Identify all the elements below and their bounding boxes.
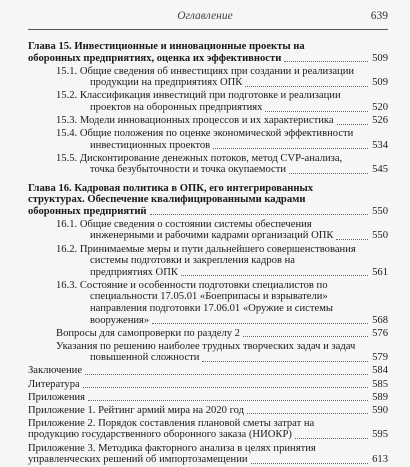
toc-entry[interactable]: [28, 66, 388, 89]
toc-entry-page: 561: [372, 266, 388, 278]
dot-leader: [289, 173, 368, 174]
toc-entry-page: 576: [372, 327, 388, 339]
toc-entry-title: Литература: [28, 378, 80, 390]
toc-entry-title: 16.3. Состояние и особенности подготовки специалистов по специальности 17.05.01 «Боеприпасы и взрыватели» направления подготовки 17.06.01 «Оружие и системы вооружения»: [56, 279, 334, 326]
dot-leader: [85, 374, 368, 375]
dot-leader: [245, 86, 368, 87]
dot-leader: [337, 124, 368, 125]
toc-entry-title: Глава 15. Инвестиционные и инновационные проекты на оборонных предприятиях, оценка их эффективности: [28, 41, 305, 64]
dot-leader: [150, 214, 369, 215]
toc-entry-title: Указания по решению наиболее трудных творческих задач и задач повышенной сложности: [56, 340, 356, 364]
dot-leader: [265, 111, 368, 112]
toc-entry-title: Приложение 2. Порядок составления плановой сметы затрат на продукцию государственного оборонного заказа (НИОКР): [28, 417, 315, 441]
toc-entry[interactable]: [28, 219, 388, 242]
running-title: Оглавление: [177, 10, 233, 22]
toc-entry-page: 568: [372, 314, 388, 326]
toc-entry[interactable]: [28, 418, 388, 441]
toc-entry-title: 15.2. Классификация инвестиций при подготовке и реализации проектов на оборонных предприятиях: [56, 90, 341, 113]
dot-leader: [243, 336, 368, 337]
toc-entry-title: 15.3. Модели инновационных процессов и их характеристика: [56, 115, 334, 127]
dot-leader: [251, 463, 369, 464]
dot-leader: [284, 61, 368, 62]
header-rule: [28, 29, 388, 30]
toc-entry[interactable]: [28, 341, 388, 364]
table-of-contents: [28, 41, 388, 467]
toc-entry-page: 613: [372, 454, 388, 466]
toc-entry-page: 589: [372, 391, 388, 403]
toc-entry[interactable]: [28, 90, 388, 113]
toc-entry-title: 15.5. Дисконтирование денежных потоков, метод CVP-анализа, точка безубыточности и точка окупаемости: [56, 152, 343, 176]
toc-entry-page: 534: [372, 139, 388, 151]
toc-entry-page: 595: [372, 429, 388, 441]
dot-leader: [295, 438, 368, 439]
toc-entry-page: 509: [372, 77, 388, 89]
toc-entry[interactable]: [28, 280, 388, 326]
toc-entry-page: 550: [372, 205, 388, 217]
dot-leader: [181, 275, 368, 276]
toc-entry-title: 15.1. Общие сведения об инвестициях при создании и реализации продукции на предприятиях ОПК: [56, 65, 355, 89]
toc-entry-page: 509: [372, 52, 388, 64]
toc-entry[interactable]: [28, 392, 388, 404]
toc-entry-page: 526: [372, 115, 388, 127]
page-number: 639: [370, 10, 388, 22]
toc-entry-title: 15.4. Общие положения по оценке экономической эффективности инвестиционных проектов: [56, 128, 354, 151]
toc-entry-title: Приложения: [28, 391, 86, 403]
toc-entry-title: Приложение 1. Рейтинг армий мира на 2020 год: [28, 404, 245, 416]
toc-entry-title: Приложение 3. Методика факторного анализа в целях принятия управленческих решений об импортозамещении: [28, 442, 316, 466]
toc-chapter[interactable]: [28, 41, 388, 64]
toc-entry-title: Вопросы для самопроверки по разделу 2: [56, 327, 240, 339]
toc-entry-page: 579: [372, 352, 388, 364]
dot-leader: [247, 413, 368, 414]
toc-chapter[interactable]: [28, 183, 388, 218]
toc-entry[interactable]: [28, 405, 388, 417]
dot-leader: [202, 361, 368, 362]
toc-entry[interactable]: [28, 379, 388, 391]
toc-entry[interactable]: [28, 328, 388, 340]
toc-entry[interactable]: [28, 153, 388, 176]
toc-entry-title: Заключение: [28, 365, 83, 377]
dot-leader: [336, 239, 368, 240]
toc-entry-title: 16.2. Принимаемые меры и пути дальнейшего совершенствования системы подготовки и закрепления кадров на предприятиях ОПК: [56, 243, 356, 278]
toc-entry-title: Глава 16. Кадровая политика в ОПК, его интегрированных структурах. Обеспечение квалифицированными кадрами оборонных предприятий: [28, 182, 314, 217]
toc-entry[interactable]: [28, 128, 388, 151]
toc-entry[interactable]: [28, 443, 388, 466]
toc-entry-page: 590: [372, 404, 388, 416]
toc-entry[interactable]: [28, 365, 388, 377]
toc-entry-page: 584: [372, 365, 388, 377]
toc-entry-page: 520: [372, 101, 388, 113]
toc-entry[interactable]: [28, 115, 388, 127]
toc-entry-title: 16.1. Общие сведения о состоянии системы обеспечения инженерными и рабочими кадрами организаций ОПК: [56, 218, 334, 242]
dot-leader: [83, 387, 368, 388]
dot-leader: [152, 323, 368, 324]
toc-entry-page: 585: [372, 378, 388, 390]
toc-entry[interactable]: [28, 244, 388, 279]
dot-leader: [213, 148, 368, 149]
toc-entry-page: 550: [372, 230, 388, 242]
dot-leader: [88, 400, 368, 401]
toc-entry-page: 545: [372, 164, 388, 176]
